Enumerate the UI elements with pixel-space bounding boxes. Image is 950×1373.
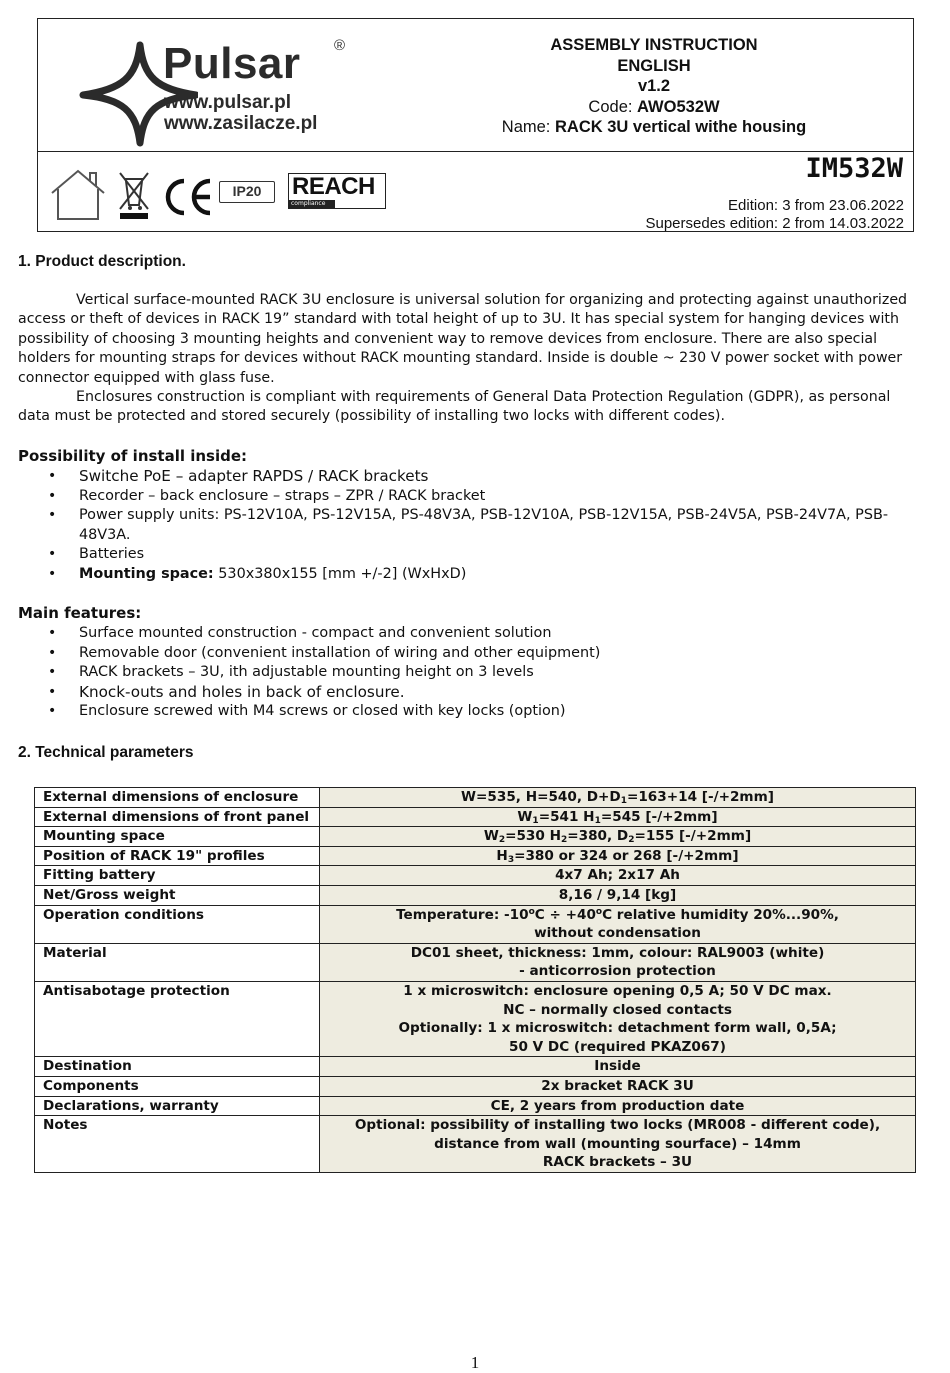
table-row <box>35 943 916 981</box>
install-heading: Possibility of install inside: <box>18 447 248 465</box>
table-row <box>35 807 916 827</box>
param-value: $W_2=530$ $H_2=380$, $D_2=155$ [-/+2mm] <box>320 827 916 847</box>
table-row <box>35 846 916 866</box>
mounting-value: 530x380x155 [mm +/-2] (WxHxD) <box>213 565 467 582</box>
list-item: • Batteries <box>48 545 908 565</box>
logo-url-pulsar: www.pulsar.pl <box>164 92 292 113</box>
param-value: 4x7 Ah; 2x17 Ah <box>320 866 916 886</box>
list-item: • RACK brackets – 3U, ith adjustable mounting height on 3 levels <box>48 663 908 683</box>
features-heading: Main features: <box>18 604 142 622</box>
list-item-mounting-space <box>48 565 908 585</box>
param-key: Notes <box>35 1116 320 1173</box>
code-label: Code: <box>588 97 638 116</box>
param-value: Temperature: $-10^oC \div +40^oC$ relative humidity 20%...90%, without condensation <box>320 905 916 943</box>
table-row <box>35 905 916 943</box>
param-key: Destination <box>35 1057 320 1077</box>
title-line: v1.2 <box>637 77 671 95</box>
table-row <box>35 981 916 1056</box>
param-key: Fitting battery <box>35 866 320 886</box>
edition-line: Edition: 3 from 23.06.2022 <box>728 197 904 214</box>
table-row <box>35 1096 916 1116</box>
indoor-house-icon <box>48 167 108 223</box>
list-item: • Switche PoE – adapter RAPDS / RACK brackets <box>48 467 908 487</box>
product-code <box>488 97 820 118</box>
table-row <box>35 866 916 886</box>
install-list <box>48 467 908 584</box>
reach-logo <box>288 173 386 209</box>
section-2-heading: 2. Technical parameters <box>18 744 194 761</box>
param-key: Components <box>35 1076 320 1096</box>
list-item: • Knock-outs and holes in back of enclosure. <box>48 683 908 703</box>
ip20-label: IP20 <box>232 183 262 199</box>
list-item: • Recorder – back enclosure – straps – ZPR / RACK bracket <box>48 487 908 507</box>
param-value: DC01 sheet, thickness: 1mm, colour: RAL9003 (white) - anticorrosion protection <box>320 943 916 981</box>
param-key: External dimensions of enclosure <box>35 788 320 808</box>
mounting-label: Mounting space: <box>79 565 214 582</box>
document-id: IM532W <box>805 153 903 184</box>
param-key: Net/Gross weight <box>35 885 320 905</box>
section-1-heading: 1. Product description. <box>18 253 186 270</box>
edition-info <box>645 197 904 233</box>
header-divider <box>38 151 913 152</box>
list-item: • Surface mounted construction - compact and convenient solution <box>48 624 908 644</box>
param-key: Operation conditions <box>35 905 320 943</box>
paragraph-1-text: Vertical surface-mounted RACK 3U enclosure is universal solution for organizing and protecting against unauthorized access or theft of devices in RACK 19” standard with total height of up to 3U. It has special system for hanging devices with possibility of choosing 3 mounting heights and convenient way to remove devices from enclosure. There are also special holders for mounting straps for devices without RACK mounting standard. Inside is double ~ 230 V power socket with power connector equipped with glass fuse. <box>18 292 908 386</box>
document-header <box>37 18 914 232</box>
product-name <box>488 117 820 138</box>
ip20-badge <box>219 181 275 203</box>
technical-parameters-table <box>34 787 916 1173</box>
param-key: Position of RACK 19" profiles <box>35 846 320 866</box>
name-value: RACK 3U vertical withe housing <box>554 118 807 136</box>
table-row <box>35 1116 916 1173</box>
param-value: 2x bracket RACK 3U <box>320 1076 916 1096</box>
name-label: Name: <box>501 118 555 136</box>
page-number: 1 <box>470 1353 480 1372</box>
paragraph-2-text: Enclosures construction is compliant with requirements of General Data Protection Regulation (GDPR), as personal data must be protected and stored securely (possibility of installing two locks with different codes). <box>18 389 891 425</box>
weee-bin-icon <box>116 169 152 221</box>
table-row <box>35 827 916 847</box>
title-line: ASSEMBLY INSTRUCTION <box>550 36 758 54</box>
table-row <box>35 1076 916 1096</box>
param-key: External dimensions of front panel <box>35 807 320 827</box>
param-value: CE, 2 years from production date <box>320 1096 916 1116</box>
logo-registered-mark: ® <box>334 37 346 54</box>
param-key: Antisabotage protection <box>35 981 320 1056</box>
logo-url-zasilacze: www.zasilacze.pl <box>164 113 318 134</box>
param-value: 8,16 / 9,14 [kg] <box>320 885 916 905</box>
param-value: Optional: possibility of installing two locks (MR008 - different code), distance from wall (mounting sourface) – 14mm RACK brackets – 3U <box>320 1116 916 1173</box>
table-row <box>35 885 916 905</box>
instruction-title-block <box>488 35 820 138</box>
table-row <box>35 788 916 808</box>
pulsar-logo <box>78 37 368 147</box>
code-value: AWO532W <box>637 97 720 116</box>
features-list <box>48 624 908 722</box>
list-item: • Enclosure screwed with M4 screws or closed with key locks (option) <box>48 702 908 722</box>
supersedes-line: Supersedes edition: 2 from 14.03.2022 <box>645 215 904 232</box>
param-key: Declarations, warranty <box>35 1096 320 1116</box>
param-value: 1 x microswitch: enclosure opening 0,5 A; 50 V DC max. NC – normally closed contacts Optionally: 1 x microswitch: detachment form wall, 0,5A; 50 V DC (required PKAZ067) <box>320 981 916 1056</box>
logo-brand: Pulsar <box>163 39 301 88</box>
param-key: Material <box>35 943 320 981</box>
description-paragraph-1 <box>18 291 914 427</box>
reach-sub: compliance <box>289 200 335 208</box>
certification-icons <box>46 163 396 223</box>
list-item: • Removable door (convenient installation of wiring and other equipment) <box>48 644 908 664</box>
param-value: W=535, H=540, $D+D_1=163+14$ [-/+2mm] <box>320 788 916 808</box>
table-row <box>35 1057 916 1077</box>
title-line: ENGLISH <box>617 56 691 75</box>
param-value: $H_3=380$ or 324 or 268 [-/+2mm] <box>320 846 916 866</box>
param-key: Mounting space <box>35 827 320 847</box>
reach-label: REACH <box>292 173 375 200</box>
ce-mark-icon <box>164 177 214 217</box>
list-item: • Power supply units: PS-12V10A, PS-12V15A, PS-48V3A, PSB-12V10A, PSB-12V15A, PSB-24V5A, PSB-24V7A, PSB-48V3A. <box>48 506 908 545</box>
param-value: Inside <box>320 1057 916 1077</box>
param-value: $W_1=541$ $H_1=545$ [-/+2mm] <box>320 807 916 827</box>
